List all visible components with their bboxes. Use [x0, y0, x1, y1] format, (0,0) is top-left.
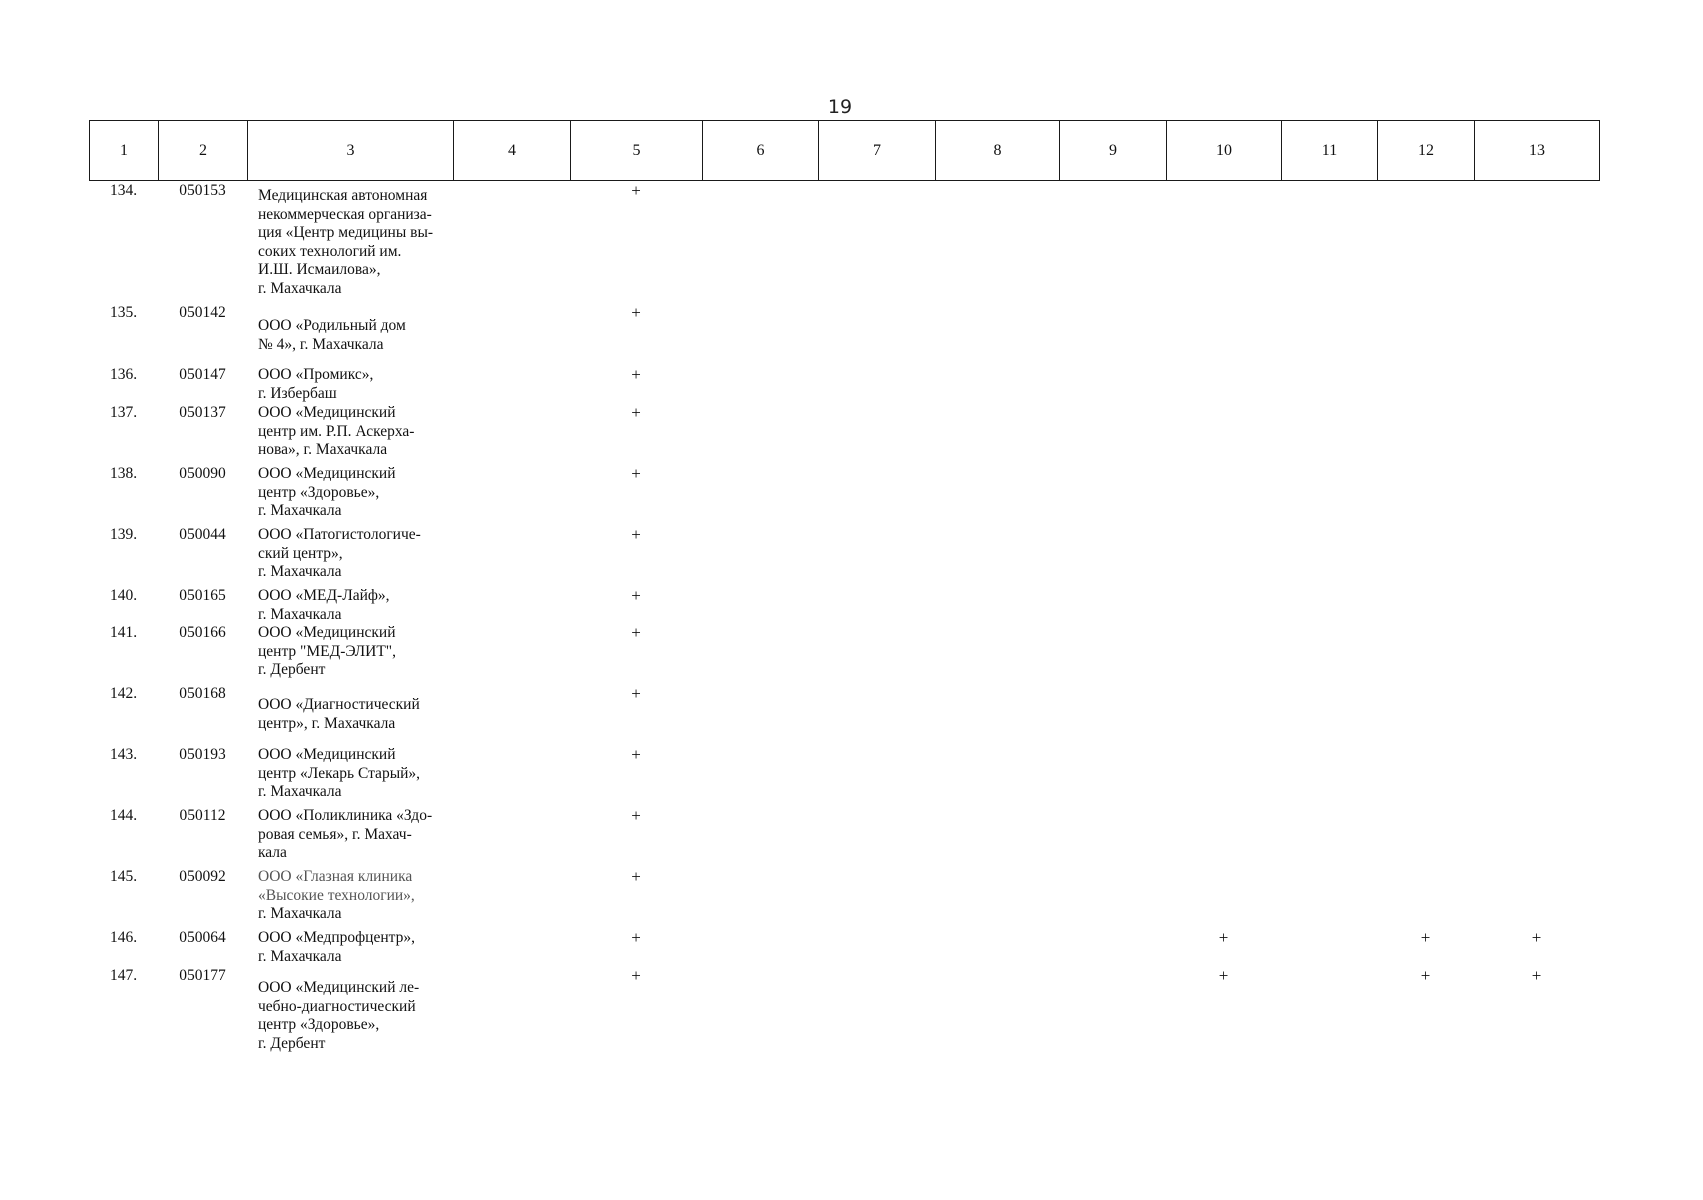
cell-col-7 — [818, 366, 935, 403]
column-header-12: 12 — [1378, 121, 1475, 181]
registry-code: 050153 — [179, 182, 226, 199]
organization-name — [247, 182, 453, 299]
organization-name — [247, 746, 453, 802]
cell-col-7 — [818, 685, 935, 733]
mark-col-13 — [1474, 366, 1599, 403]
organization-name-line: кала — [258, 844, 287, 862]
column-header-13: 13 — [1475, 121, 1600, 181]
organization-name-line: ООО «Диагностический — [258, 696, 420, 713]
table-row — [89, 404, 1599, 460]
organization-name-line: центр "МЕД-ЭЛИТ", — [258, 642, 397, 660]
cell-col-7 — [818, 304, 935, 354]
mark-col-5: + — [631, 745, 641, 764]
organization-name-line: ский центр», — [258, 544, 343, 562]
column-header-8: 8 — [936, 121, 1060, 181]
cell-col-11 — [1281, 929, 1377, 966]
organization-name-line: центр «Здоровье», — [258, 483, 380, 501]
cell-col-9 — [1059, 587, 1166, 624]
cell-col-11 — [1281, 624, 1377, 680]
cell-col-11 — [1281, 746, 1377, 802]
organization-name-line: ООО «Медицинский — [258, 465, 396, 482]
organization-name-line: г. Махачкала — [258, 947, 342, 965]
cell-col-6 — [702, 929, 818, 966]
table-row — [89, 746, 1599, 802]
mark-col-12 — [1377, 182, 1474, 299]
cell-col-8 — [935, 807, 1059, 863]
mark-col-5: + — [631, 525, 641, 544]
cell-col-11 — [1281, 182, 1377, 299]
organization-name-line: центр», г. Махачкала — [258, 714, 396, 732]
organization-name-line: некоммерческая организа- — [258, 205, 432, 223]
cell-col-11 — [1281, 465, 1377, 521]
cell-col-7 — [818, 746, 935, 802]
organization-name-line: г. Махачкала — [258, 905, 342, 923]
cell-col-6 — [702, 366, 818, 403]
mark-col-10 — [1166, 465, 1281, 521]
column-header-10: 10 — [1167, 121, 1282, 181]
organization-name — [247, 366, 453, 403]
cell-col-9 — [1059, 967, 1166, 1053]
cell-col-4 — [453, 967, 570, 1053]
cell-col-4 — [453, 526, 570, 582]
mark-col-5: + — [631, 365, 641, 384]
cell-col-7 — [818, 967, 935, 1053]
mark-col-12: + — [1420, 928, 1431, 947]
mark-col-13 — [1474, 465, 1599, 521]
registry-code: 050064 — [179, 929, 226, 946]
cell-col-8 — [935, 304, 1059, 354]
organization-name-line: «Высокие технологии», — [258, 886, 415, 904]
mark-col-10 — [1166, 404, 1281, 460]
cell-col-4 — [453, 807, 570, 863]
organization-name — [247, 404, 453, 460]
organization-name-line: ООО «Патогистологиче- — [258, 526, 421, 543]
mark-col-13: + — [1531, 966, 1542, 985]
organization-name-line: ООО «Медицинский — [258, 746, 396, 763]
cell-col-4 — [453, 404, 570, 460]
organization-name-line: нова», г. Махачкала — [258, 441, 388, 459]
mark-col-10 — [1166, 366, 1281, 403]
registry-code: 050193 — [179, 746, 226, 763]
cell-col-8 — [935, 746, 1059, 802]
table-row — [89, 929, 1599, 966]
cell-col-4 — [453, 182, 570, 299]
table-row — [89, 587, 1599, 624]
column-header-11: 11 — [1282, 121, 1378, 181]
cell-col-8 — [935, 967, 1059, 1053]
mark-col-12 — [1377, 526, 1474, 582]
mark-col-10: + — [1218, 928, 1229, 947]
registry-code: 050165 — [179, 587, 226, 604]
cell-col-9 — [1059, 868, 1166, 924]
cell-col-11 — [1281, 685, 1377, 733]
organization-name — [247, 526, 453, 582]
mark-col-5: + — [631, 966, 641, 985]
mark-col-13 — [1474, 526, 1599, 582]
organization-name — [247, 967, 453, 1053]
cell-col-6 — [702, 304, 818, 354]
cell-col-6 — [702, 404, 818, 460]
row-number: 137. — [109, 404, 138, 421]
table-row — [89, 526, 1599, 582]
organization-name — [247, 624, 453, 680]
mark-col-13 — [1474, 624, 1599, 680]
mark-col-13 — [1474, 685, 1599, 733]
cell-col-7 — [818, 526, 935, 582]
mark-col-12 — [1377, 624, 1474, 680]
table-row — [89, 366, 1599, 403]
cell-col-4 — [453, 587, 570, 624]
column-header-1: 1 — [90, 121, 159, 181]
registry-code: 050092 — [179, 868, 226, 885]
organization-name-line: ООО «Поликлиника «Здо- — [258, 807, 433, 824]
registry-code: 050112 — [179, 807, 226, 824]
cell-col-4 — [453, 929, 570, 966]
column-header-3: 3 — [248, 121, 454, 181]
cell-col-6 — [702, 685, 818, 733]
cell-col-11 — [1281, 587, 1377, 624]
registry-code: 050177 — [179, 967, 226, 984]
organization-name-line: ООО «Промикс», — [258, 366, 374, 383]
table-row — [89, 304, 1599, 354]
column-header-5: 5 — [571, 121, 703, 181]
organization-name-line: г. Махачкала — [258, 279, 342, 297]
cell-col-4 — [453, 746, 570, 802]
mark-col-10 — [1166, 746, 1281, 802]
cell-col-8 — [935, 587, 1059, 624]
table-row — [89, 807, 1599, 863]
table-row — [89, 465, 1599, 521]
organization-name — [247, 304, 453, 354]
mark-col-12 — [1377, 366, 1474, 403]
registry-code: 050147 — [179, 366, 226, 383]
column-header-table — [89, 120, 1600, 181]
organization-name-line: г. Махачкала — [258, 783, 342, 801]
mark-col-12 — [1377, 746, 1474, 802]
cell-col-4 — [453, 868, 570, 924]
cell-col-8 — [935, 366, 1059, 403]
mark-col-12 — [1377, 304, 1474, 354]
registry-code: 050090 — [179, 465, 226, 482]
mark-col-5: + — [631, 684, 641, 703]
mark-col-5: + — [631, 867, 641, 886]
organization-name-line: ООО «Медицинский — [258, 624, 396, 641]
mark-col-10 — [1166, 685, 1281, 733]
organization-name-line: ООО «Глазная клиника — [258, 868, 413, 885]
column-header-row — [90, 121, 1600, 181]
mark-col-13 — [1474, 304, 1599, 354]
mark-col-12 — [1377, 404, 1474, 460]
cell-col-8 — [935, 624, 1059, 680]
page-number: 19 — [827, 96, 853, 118]
cell-col-9 — [1059, 304, 1166, 354]
organization-name-line: г. Дербент — [258, 661, 326, 679]
cell-col-9 — [1059, 465, 1166, 521]
organization-name — [247, 868, 453, 924]
row-number: 136. — [109, 366, 138, 383]
organization-name-line: ровая семья», г. Махач- — [258, 825, 412, 843]
organization-name-line: № 4», г. Махачкала — [258, 335, 384, 353]
mark-col-12 — [1377, 685, 1474, 733]
table-row — [89, 868, 1599, 924]
organization-name-line: г. Махачкала — [258, 605, 342, 623]
registry-code: 050168 — [179, 685, 226, 702]
row-number: 146. — [109, 929, 138, 946]
table-row — [89, 967, 1599, 1053]
mark-col-13 — [1474, 868, 1599, 924]
mark-col-12: + — [1420, 966, 1431, 985]
column-header-6: 6 — [703, 121, 819, 181]
cell-col-8 — [935, 929, 1059, 966]
mark-col-13 — [1474, 807, 1599, 863]
cell-col-7 — [818, 624, 935, 680]
organization-name-line: Медицинская автономная — [258, 187, 428, 204]
cell-col-6 — [702, 465, 818, 521]
column-header-7: 7 — [819, 121, 936, 181]
column-header-9: 9 — [1060, 121, 1167, 181]
mark-col-13 — [1474, 587, 1599, 624]
organization-name — [247, 929, 453, 966]
organization-name-line: г. Махачкала — [258, 563, 342, 581]
cell-col-7 — [818, 929, 935, 966]
row-number: 141. — [109, 624, 138, 641]
mark-col-12 — [1377, 807, 1474, 863]
mark-col-10 — [1166, 587, 1281, 624]
cell-col-11 — [1281, 404, 1377, 460]
row-number: 145. — [109, 868, 138, 885]
cell-col-6 — [702, 182, 818, 299]
mark-col-12 — [1377, 868, 1474, 924]
cell-col-8 — [935, 685, 1059, 733]
cell-col-4 — [453, 624, 570, 680]
cell-col-6 — [702, 868, 818, 924]
cell-col-4 — [453, 465, 570, 521]
cell-col-6 — [702, 587, 818, 624]
organization-name-line: ООО «Медпрофцентр», — [258, 929, 415, 946]
mark-col-5: + — [631, 586, 641, 605]
cell-col-8 — [935, 526, 1059, 582]
cell-col-7 — [818, 404, 935, 460]
cell-col-9 — [1059, 404, 1166, 460]
mark-col-10: + — [1218, 966, 1229, 985]
cell-col-6 — [702, 624, 818, 680]
cell-col-4 — [453, 366, 570, 403]
organization-name-line: центр им. Р.П. Аскерха- — [258, 422, 415, 440]
cell-col-6 — [702, 526, 818, 582]
organization-name-line: ООО «Медицинский — [258, 404, 396, 421]
cell-col-9 — [1059, 526, 1166, 582]
row-number: 143. — [109, 746, 138, 763]
cell-col-11 — [1281, 807, 1377, 863]
cell-col-6 — [702, 807, 818, 863]
mark-col-13 — [1474, 746, 1599, 802]
row-number: 138. — [109, 465, 138, 482]
cell-col-6 — [702, 746, 818, 802]
row-number: 142. — [109, 685, 138, 702]
cell-col-7 — [818, 182, 935, 299]
organization-name — [247, 807, 453, 863]
cell-col-11 — [1281, 967, 1377, 1053]
organization-name-line: И.Ш. Исмаилова», — [258, 261, 381, 279]
mark-col-5: + — [631, 403, 641, 422]
organization-name — [247, 587, 453, 624]
organization-name — [247, 465, 453, 521]
cell-col-11 — [1281, 868, 1377, 924]
cell-col-9 — [1059, 366, 1166, 403]
organization-name-line: г. Дербент — [258, 1034, 326, 1052]
cell-col-7 — [818, 807, 935, 863]
cell-col-8 — [935, 182, 1059, 299]
registry-code: 050044 — [179, 526, 226, 543]
organization-name-line: г. Избербаш — [258, 384, 337, 402]
registry-code: 050166 — [179, 624, 226, 641]
cell-col-8 — [935, 404, 1059, 460]
table-row — [89, 182, 1599, 299]
mark-col-13: + — [1531, 928, 1542, 947]
organization-name-line: соких технологий им. — [258, 242, 402, 260]
mark-col-12 — [1377, 465, 1474, 521]
mark-col-5: + — [631, 464, 641, 483]
row-number: 144. — [109, 807, 138, 824]
organization-name-line: г. Махачкала — [258, 502, 342, 520]
registry-code: 050142 — [179, 304, 226, 321]
cell-col-7 — [818, 465, 935, 521]
row-number: 140. — [109, 587, 138, 604]
cell-col-8 — [935, 868, 1059, 924]
organization-name-line: ООО «Медицинский ле- — [258, 979, 420, 996]
cell-col-9 — [1059, 182, 1166, 299]
cell-col-9 — [1059, 685, 1166, 733]
cell-col-9 — [1059, 807, 1166, 863]
cell-col-11 — [1281, 304, 1377, 354]
mark-col-13 — [1474, 404, 1599, 460]
organization-name-line: ООО «МЕД-Лайф», — [258, 587, 390, 604]
mark-col-12 — [1377, 587, 1474, 624]
cell-col-6 — [702, 967, 818, 1053]
cell-col-7 — [818, 868, 935, 924]
cell-col-11 — [1281, 366, 1377, 403]
organization-name-line: ция «Центр медицины вы- — [258, 224, 434, 242]
organization-name-line: чебно-диагностический — [258, 997, 416, 1015]
mark-col-10 — [1166, 526, 1281, 582]
mark-col-10 — [1166, 868, 1281, 924]
mark-col-5: + — [631, 806, 641, 825]
cell-col-9 — [1059, 624, 1166, 680]
mark-col-10 — [1166, 807, 1281, 863]
organization-name-line: ООО «Родильный дом — [258, 317, 406, 334]
cell-col-9 — [1059, 929, 1166, 966]
mark-col-5: + — [631, 181, 641, 200]
mark-col-5: + — [631, 303, 641, 322]
mark-col-10 — [1166, 624, 1281, 680]
organization-name — [247, 685, 453, 733]
table-row — [89, 685, 1599, 733]
mark-col-5: + — [631, 928, 641, 947]
column-header-2: 2 — [159, 121, 248, 181]
mark-col-5: + — [631, 623, 641, 642]
mark-col-10 — [1166, 304, 1281, 354]
row-number: 139. — [109, 526, 138, 543]
organization-name-line: центр «Лекарь Старый», — [258, 764, 421, 782]
registry-code: 050137 — [179, 404, 226, 421]
row-number: 135. — [109, 304, 138, 321]
row-number: 134. — [109, 182, 138, 199]
cell-col-11 — [1281, 526, 1377, 582]
cell-col-9 — [1059, 746, 1166, 802]
mark-col-10 — [1166, 182, 1281, 299]
table-row — [89, 624, 1599, 680]
column-header-4: 4 — [454, 121, 571, 181]
cell-col-4 — [453, 304, 570, 354]
cell-col-4 — [453, 685, 570, 733]
row-number: 147. — [109, 967, 138, 984]
cell-col-8 — [935, 465, 1059, 521]
mark-col-13 — [1474, 182, 1599, 299]
organization-name-line: центр «Здоровье», — [258, 1016, 380, 1034]
cell-col-7 — [818, 587, 935, 624]
